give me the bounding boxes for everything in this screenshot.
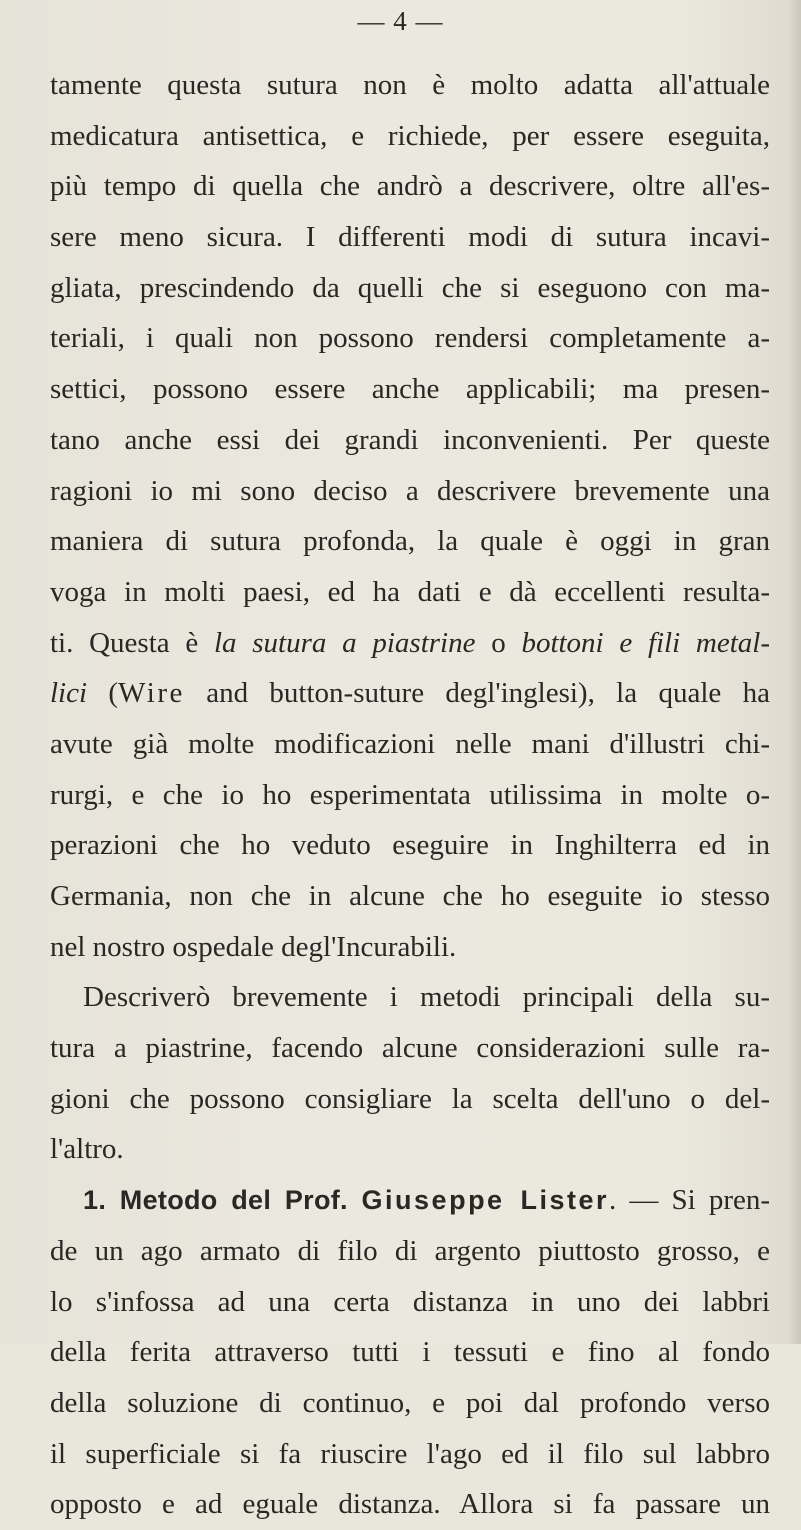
text-line: gliata, prescindendo da quelli che si eseguono con ma-: [50, 271, 770, 304]
text-line: ragioni io mi sono deciso a descrivere brevemente una: [50, 474, 770, 507]
text-line: maniera di sutura profonda, la quale è oggi in gran: [50, 525, 770, 558]
page-edge-shadow: [787, 0, 801, 1344]
text-line: il superficiale si fa riuscire l'ago ed il filo sul labbro: [50, 1437, 770, 1470]
text-line: tano anche essi dei grandi inconvenienti. Per queste: [50, 423, 770, 456]
text-line: medicatura antisettica, e richiede, per essere eseguita,: [50, 119, 770, 152]
text-line: perazioni che ho veduto eseguire in Inghilterra ed in: [50, 829, 770, 862]
page-number: — 4 —: [357, 6, 444, 36]
text-line: avute già molte modificazioni nelle mani d'illustri chi-: [50, 727, 770, 760]
text-line: settici, possono essere anche applicabili; ma presen-: [50, 373, 770, 406]
text-span: . — Si pren-: [608, 1184, 770, 1217]
text-span: (: [87, 677, 119, 710]
text-line: rurgi, e che io ho esperimentata utilissima in molte o-: [50, 778, 770, 811]
text-line: Germania, non che in alcune che ho eseguite io stesso: [50, 880, 770, 912]
text-span: o: [475, 626, 522, 659]
text-line: [50, 668, 770, 719]
text-line-paragraph-end: l'altro.: [50, 1133, 124, 1166]
text-line: opposto e ad eguale distanza. Allora si fa passare un: [50, 1488, 770, 1521]
section-heading-line: [50, 1175, 770, 1226]
text-line: sere meno sicura. I differenti modi di sutura incavi-: [50, 221, 770, 254]
text-line: della soluzione di continuo, e poi dal profondo verso: [50, 1386, 770, 1419]
text-line: voga in molti paesi, ed ha dati e dà eccellenti resulta-: [50, 575, 770, 608]
body-text: [50, 60, 770, 1530]
spaced-text: Wire: [118, 677, 185, 710]
text-span: ti. Questa è: [50, 626, 214, 659]
text-span: and button-suture degl'inglesi), la quale ha: [184, 677, 770, 710]
text-line: tura a piastrine, facendo alcune considerazioni sulle ra-: [50, 1032, 770, 1065]
text-line-paragraph-start: Descriverò brevemente i metodi principali della su-: [83, 981, 770, 1014]
section-heading: 1. Metodo del Prof.: [83, 1185, 362, 1216]
author-name: Giuseppe Lister: [361, 1185, 609, 1216]
text-line: della ferita attraverso tutti i tessuti e fino al fondo: [50, 1336, 770, 1369]
italic-text: bottoni e fili metal-: [521, 626, 770, 659]
text-line: più tempo di quella che andrò a descrivere, oltre all'es-: [50, 170, 770, 203]
italic-text: lici: [50, 677, 88, 710]
text-line: [50, 618, 770, 669]
text-line: gioni che possono consigliare la scelta dell'uno o del-: [50, 1082, 770, 1115]
text-line: teriali, i quali non possono rendersi completamente a-: [50, 322, 770, 355]
text-line: lo s'infossa ad una certa distanza in uno dei labbri: [50, 1285, 770, 1318]
text-line: de un ago armato di filo di argento piuttosto grosso, e: [50, 1234, 770, 1267]
text-line: tamente questa sutura non è molto adatta all'attuale: [50, 69, 770, 101]
italic-text: la sutura a piastrine: [213, 626, 476, 659]
text-line-paragraph-end: nel nostro ospedale degl'Incurabili.: [50, 930, 457, 963]
